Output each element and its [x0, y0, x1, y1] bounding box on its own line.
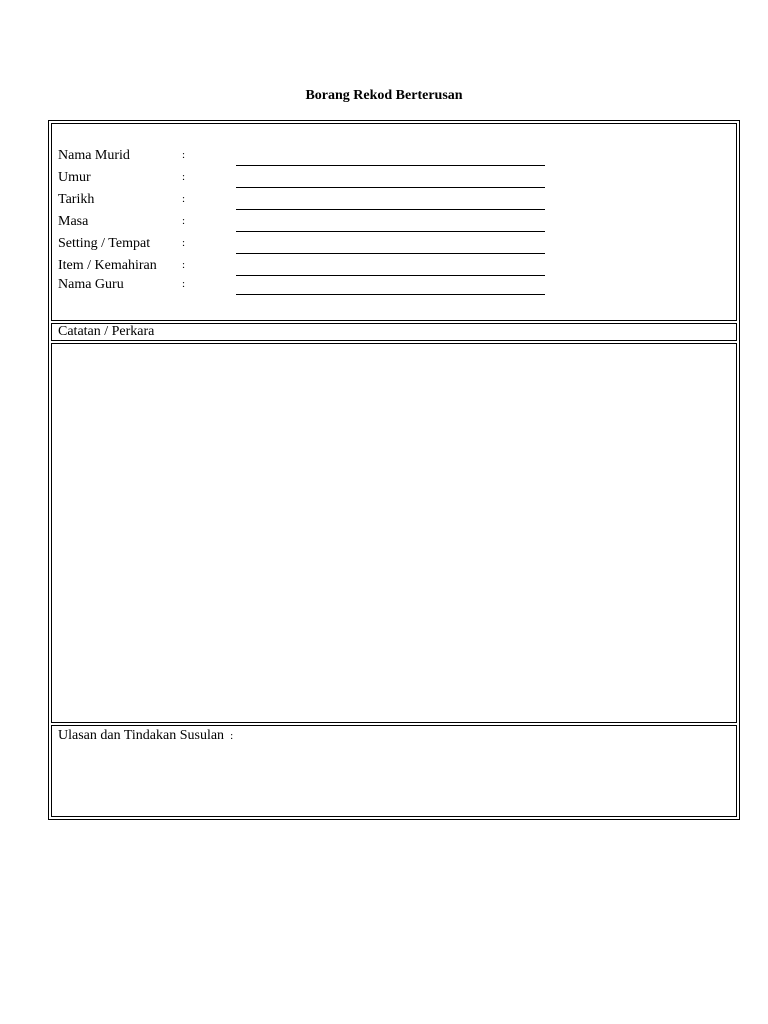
- form-outer-border: [48, 120, 740, 820]
- field-row-nama-murid: [52, 148, 738, 166]
- field-row-umur: [52, 170, 738, 188]
- field-colon: :: [182, 171, 186, 183]
- field-colon: :: [182, 193, 186, 205]
- field-colon: :: [182, 215, 186, 227]
- field-row-tarikh: [52, 192, 738, 210]
- field-label: Masa: [58, 214, 89, 229]
- notes-label: Catatan / Perkara: [58, 324, 155, 339]
- field-label: Nama Guru: [58, 277, 124, 292]
- form-title: Borang Rekod Berterusan: [305, 88, 463, 103]
- field-colon: :: [182, 237, 186, 249]
- field-label: Tarikh: [58, 192, 95, 207]
- notes-header-section: [51, 323, 737, 341]
- field-label: Umur: [58, 170, 91, 185]
- followup-label: Ulasan dan Tindakan Susulan: [58, 728, 225, 743]
- notes-body-area[interactable]: [51, 343, 737, 723]
- field-row-item-kemahiran: [52, 258, 738, 276]
- masa-field[interactable]: [236, 231, 545, 232]
- setting-tempat-field[interactable]: [236, 253, 545, 254]
- field-label: Setting / Tempat: [58, 236, 151, 251]
- field-label: Nama Murid: [58, 148, 130, 163]
- tarikh-field[interactable]: [236, 209, 545, 210]
- field-row-masa: [52, 214, 738, 232]
- field-colon: :: [182, 149, 186, 161]
- field-colon: :: [182, 278, 186, 290]
- field-row-nama-guru: [52, 277, 738, 295]
- student-info-section: [51, 123, 737, 321]
- followup-section[interactable]: [51, 725, 737, 817]
- followup-colon: :: [230, 730, 234, 742]
- followup-label-wrap: [58, 728, 233, 744]
- field-row-setting-tempat: [52, 236, 738, 254]
- item-kemahiran-field[interactable]: [236, 275, 545, 276]
- nama-murid-field[interactable]: [236, 165, 545, 166]
- field-colon: :: [182, 259, 186, 271]
- field-label: Item / Kemahiran: [58, 258, 157, 273]
- umur-field[interactable]: [236, 187, 545, 188]
- nama-guru-field[interactable]: [236, 294, 545, 295]
